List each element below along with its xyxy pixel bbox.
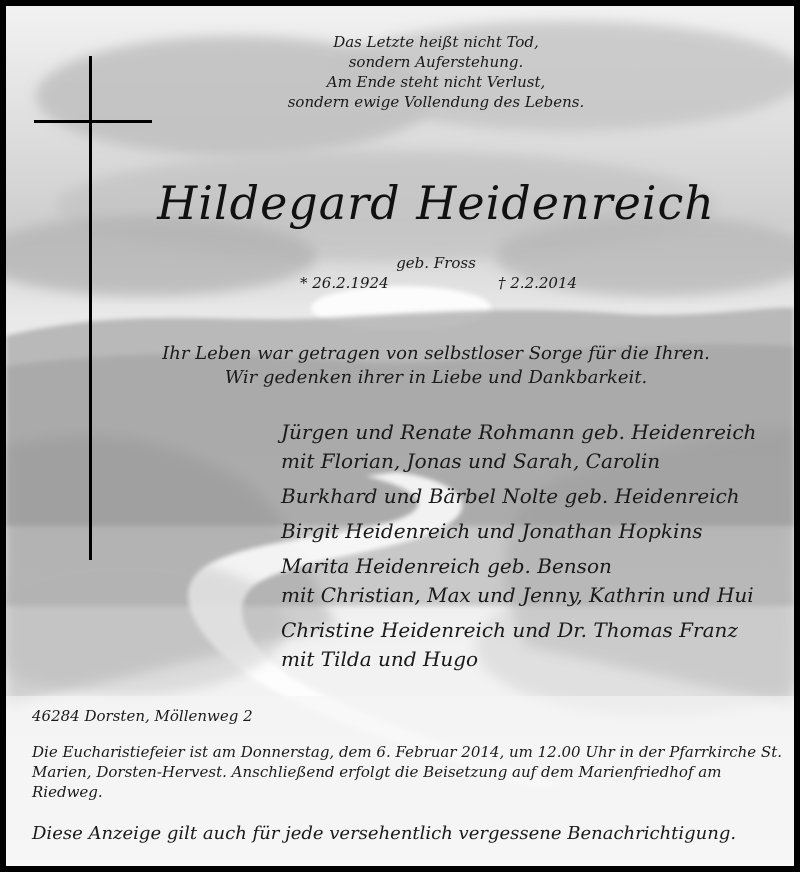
mourner-line: mit Florian, Jonas und Sarah, Carolin: [281, 449, 661, 473]
deceased-name: Hildegard Heidenreich: [157, 176, 715, 230]
poem-line: sondern ewige Vollendung des Lebens.: [287, 93, 585, 111]
mourner-line: mit Tilda und Hugo: [281, 647, 479, 671]
tribute-line: Wir gedenken ihrer in Liebe und Dankbarkeit.: [224, 367, 648, 388]
mourner-entry: [281, 552, 791, 610]
mourner-line: mit Christian, Max und Jenny, Kathrin und Hui: [281, 583, 754, 607]
mourners-list: [281, 418, 791, 680]
mourner-entry: [281, 616, 791, 674]
birth-date: * 26.2.1924: [300, 274, 389, 292]
mourner-line: Marita Heidenreich geb. Benson: [281, 554, 612, 578]
poem-line: Am Ende steht nicht Verlust,: [326, 73, 546, 91]
mourner-line: Burkhard und Bärbel Nolte geb. Heidenreich: [281, 484, 740, 508]
tribute-text: [146, 342, 726, 390]
maiden-name: geb. Fross: [396, 254, 476, 272]
mourner-line: Christine Heidenreich und Dr. Thomas Franz: [281, 618, 738, 642]
poem-line: sondern Auferstehung.: [348, 53, 524, 71]
mourner-entry: [281, 482, 791, 511]
mourner-line: Birgit Heidenreich und Jonathan Hopkins: [281, 519, 703, 543]
mourner-line: Jürgen und Renate Rohmann geb. Heidenreich: [281, 420, 757, 444]
cross-icon-bar: [34, 120, 152, 123]
notification-disclaimer: Diese Anzeige gilt auch für jede versehentlich vergessene Benachrichtigung.: [32, 823, 737, 844]
death-date: † 2.2.2014: [498, 274, 578, 292]
mourner-entry: [281, 517, 791, 546]
tribute-line: Ihr Leben war getragen von selbstloser Sorge für die Ihren.: [162, 343, 710, 364]
cross-icon: [89, 56, 92, 560]
family-address: 46284 Dorsten, Möllenweg 2: [32, 707, 253, 725]
poem-line: Das Letzte heißt nicht Tod,: [333, 33, 539, 51]
mourner-entry: [281, 418, 791, 476]
opening-poem: [206, 32, 666, 112]
service-details: Die Eucharistiefeier ist am Donnerstag, dem 6. Februar 2014, um 12.00 Uhr in der Pfarrkirche St. Marien, Dorsten-Hervest. Anschließend erfolgt die Beisetzung auf dem Marienfriedhof am Riedweg.: [32, 743, 782, 801]
